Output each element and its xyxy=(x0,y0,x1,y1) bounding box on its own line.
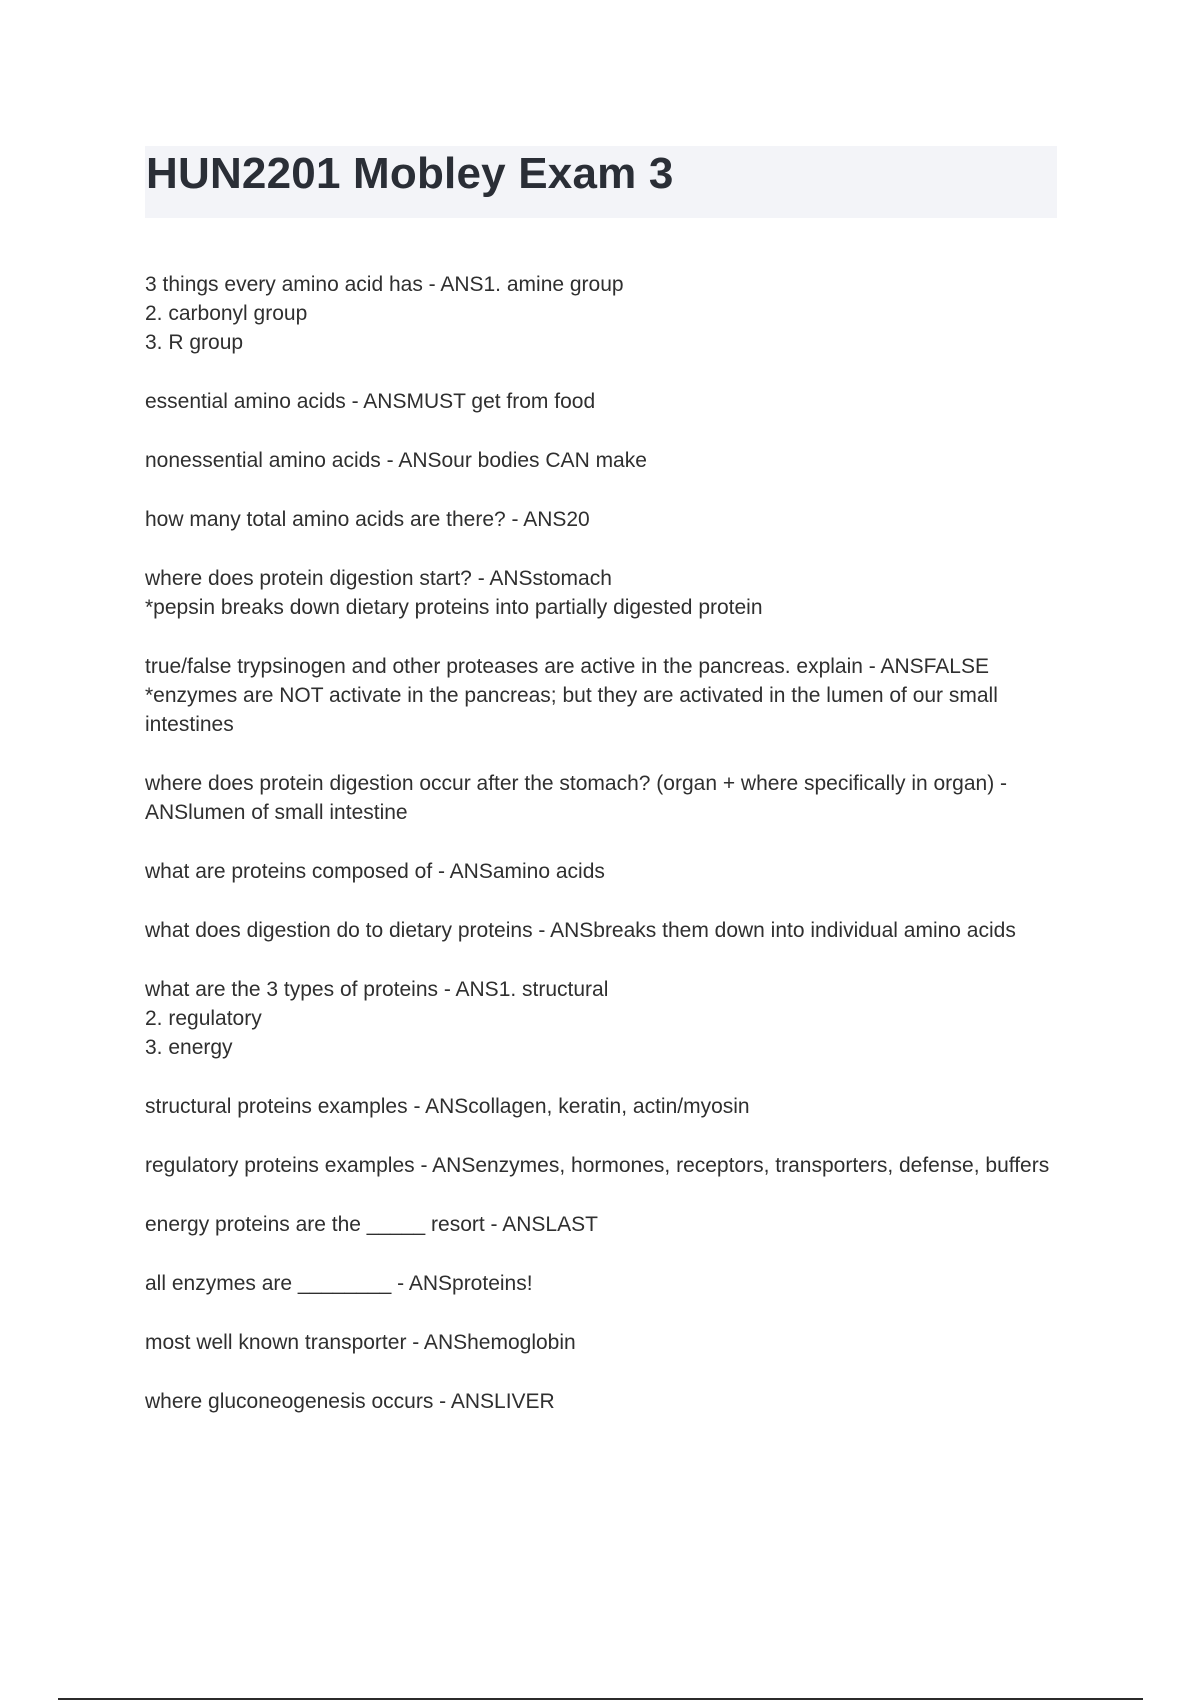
document-title: HUN2201 Mobley Exam 3 xyxy=(146,149,674,198)
qa-entry: what does digestion do to dietary proteins - ANSbreaks them down into individual amino acids xyxy=(145,919,1016,942)
qa-entry: where does protein digestion occur after the stomach? (organ + where specifically in organ) - ANSlumen of small intestine xyxy=(145,772,1008,824)
qa-entry: most well known transporter - ANShemoglobin xyxy=(145,1331,576,1354)
qa-entry: how many total amino acids are there? - ANS20 xyxy=(145,508,590,531)
qa-entry: energy proteins are the _____ resort - ANSLAST xyxy=(145,1213,598,1236)
qa-entry: true/false trypsinogen and other proteases are active in the pancreas. explain - ANSFALSE *enzymes are NOT activate in the pancreas; but they are activated in the lumen of our small intestines xyxy=(145,655,998,736)
qa-entry: regulatory proteins examples - ANSenzymes, hormones, receptors, transporters, defense, buffers xyxy=(145,1154,1050,1177)
qa-list xyxy=(145,270,1060,1446)
qa-entry: structural proteins examples - ANScollagen, keratin, actin/myosin xyxy=(145,1095,750,1118)
qa-entry: where does protein digestion start? - ANSstomach *pepsin breaks down dietary proteins into partially digested protein xyxy=(145,567,763,619)
qa-entry: nonessential amino acids - ANSour bodies CAN make xyxy=(145,449,647,472)
qa-entry: what are the 3 types of proteins - ANS1. structural 2. regulatory 3. energy xyxy=(145,978,609,1059)
qa-entry: all enzymes are ________ - ANSproteins! xyxy=(145,1272,533,1295)
qa-entry: where gluconeogenesis occurs - ANSLIVER xyxy=(145,1390,555,1413)
qa-entry: essential amino acids - ANSMUST get from food xyxy=(145,390,596,413)
qa-entry: 3 things every amino acid has - ANS1. amine group 2. carbonyl group 3. R group xyxy=(145,273,624,354)
qa-entry: what are proteins composed of - ANSamino acids xyxy=(145,860,605,883)
